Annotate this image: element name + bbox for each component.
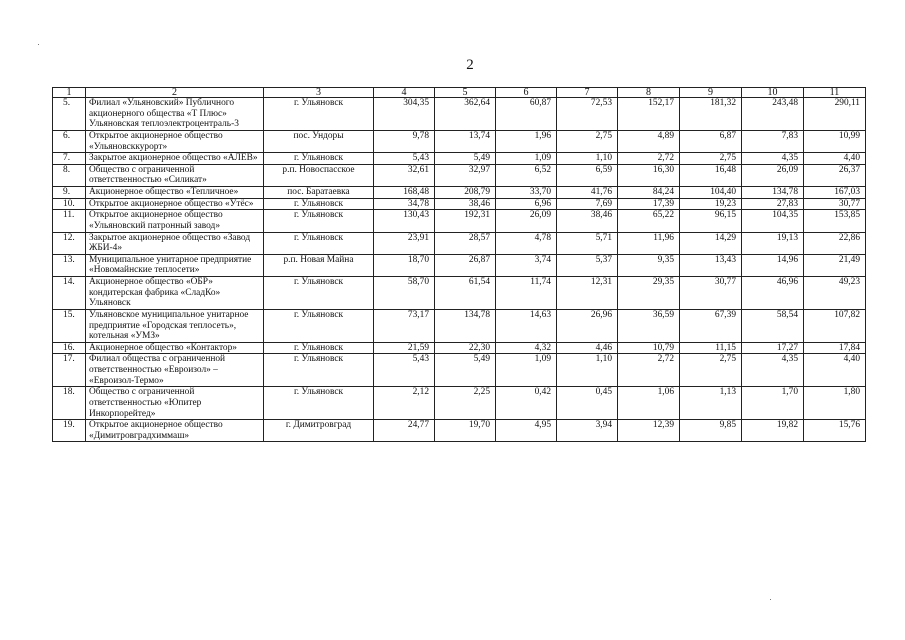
location: г. Ульяновск — [264, 98, 374, 131]
page-number: 2 — [466, 57, 474, 73]
value-cell: 5,43 — [374, 354, 435, 387]
value-cell: 73,17 — [374, 309, 435, 342]
value-cell: 14,96 — [742, 254, 804, 276]
location: г. Ульяновск — [264, 210, 374, 232]
table-row — [53, 153, 866, 165]
table-row — [53, 98, 866, 131]
value-cell: 2,75 — [557, 130, 618, 152]
value-cell: 2,72 — [618, 354, 680, 387]
value-cell: 19,82 — [742, 420, 804, 442]
table-row — [53, 198, 866, 210]
value-cell: 2,12 — [374, 387, 435, 420]
value-cell: 11,15 — [680, 342, 742, 354]
row-number: 6. — [53, 130, 86, 152]
value-cell: 96,15 — [680, 210, 742, 232]
value-cell: 192,31 — [435, 210, 496, 232]
value-cell: 130,43 — [374, 210, 435, 232]
row-number: 17. — [53, 354, 86, 387]
row-number: 14. — [53, 277, 86, 310]
column-header: 2 — [86, 88, 264, 98]
value-cell: 16,30 — [618, 164, 680, 186]
value-cell: 30,77 — [804, 198, 866, 210]
value-cell: 21,59 — [374, 342, 435, 354]
value-cell: 104,40 — [680, 187, 742, 199]
value-cell: 4,35 — [742, 153, 804, 165]
organization-name: Акционерное общество «ОБР» кондитерская фабрика «СладКо» Ульяновск — [86, 277, 264, 310]
value-cell: 4,89 — [618, 130, 680, 152]
value-cell: 208,79 — [435, 187, 496, 199]
value-cell: 1,09 — [496, 354, 557, 387]
value-cell: 5,71 — [557, 232, 618, 254]
value-cell: 46,96 — [742, 277, 804, 310]
organization-name: Акционерное общество «Контактор» — [86, 342, 264, 354]
table-row — [53, 354, 866, 387]
value-cell: 0,42 — [496, 387, 557, 420]
row-number: 13. — [53, 254, 86, 276]
value-cell: 30,77 — [680, 277, 742, 310]
table-row — [53, 387, 866, 420]
organization-name: Общество с ограниченной ответственностью «Юпитер Инкорпорейтед» — [86, 387, 264, 420]
value-cell: 104,35 — [742, 210, 804, 232]
row-number: 7. — [53, 153, 86, 165]
value-cell: 4,35 — [742, 354, 804, 387]
value-cell: 10,99 — [804, 130, 866, 152]
value-cell: 58,70 — [374, 277, 435, 310]
table-row — [53, 420, 866, 442]
value-cell: 15,76 — [804, 420, 866, 442]
value-cell: 16,48 — [680, 164, 742, 186]
value-cell: 58,54 — [742, 309, 804, 342]
value-cell: 4,40 — [804, 153, 866, 165]
value-cell: 32,97 — [435, 164, 496, 186]
organization-name: Муниципальное унитарное предприятие «Новомайнские теплосети» — [86, 254, 264, 276]
value-cell: 65,22 — [618, 210, 680, 232]
value-cell: 32,61 — [374, 164, 435, 186]
row-number: 8. — [53, 164, 86, 186]
value-cell: 167,03 — [804, 187, 866, 199]
organization-name: Открытое акционерное общество «Димитровградхиммаш» — [86, 420, 264, 442]
value-cell: 4,95 — [496, 420, 557, 442]
value-cell: 2,75 — [680, 354, 742, 387]
value-cell: 38,46 — [557, 210, 618, 232]
location: г. Ульяновск — [264, 354, 374, 387]
value-cell: 26,96 — [557, 309, 618, 342]
column-header: 4 — [374, 88, 435, 98]
value-cell: 9,35 — [618, 254, 680, 276]
value-cell: 13,74 — [435, 130, 496, 152]
value-cell: 5,49 — [435, 354, 496, 387]
value-cell: 17,39 — [618, 198, 680, 210]
organization-name: Общество с ограниченной ответственностью «Силикат» — [86, 164, 264, 186]
value-cell: 26,09 — [742, 164, 804, 186]
value-cell: 5,49 — [435, 153, 496, 165]
value-cell: 153,85 — [804, 210, 866, 232]
location: г. Ульяновск — [264, 309, 374, 342]
value-cell: 168,48 — [374, 187, 435, 199]
location: г. Ульяновск — [264, 153, 374, 165]
organization-name: Филиал общества с ограниченной ответственностью «Евроизол» – «Евроизол-Термо» — [86, 354, 264, 387]
row-number: 16. — [53, 342, 86, 354]
value-cell: 3,94 — [557, 420, 618, 442]
column-header: 6 — [496, 88, 557, 98]
location: пос. Баратаевка — [264, 187, 374, 199]
value-cell: 1,10 — [557, 153, 618, 165]
value-cell: 6,87 — [680, 130, 742, 152]
value-cell: 19,23 — [680, 198, 742, 210]
value-cell: 4,46 — [557, 342, 618, 354]
value-cell: 67,39 — [680, 309, 742, 342]
row-number: 18. — [53, 387, 86, 420]
value-cell: 19,13 — [742, 232, 804, 254]
column-number-row — [53, 88, 866, 98]
row-number: 19. — [53, 420, 86, 442]
value-cell: 19,70 — [435, 420, 496, 442]
column-header: 10 — [742, 88, 804, 98]
column-header: 3 — [264, 88, 374, 98]
value-cell: 5,43 — [374, 153, 435, 165]
location: р.п. Новоспасское — [264, 164, 374, 186]
value-cell: 84,24 — [618, 187, 680, 199]
organization-name: Филиал «Ульяновский» Публичного акционерного общества «Т Плюс» Ульяновская теплоэлектроцентраль-3 — [86, 98, 264, 131]
value-cell: 10,79 — [618, 342, 680, 354]
value-cell: 24,77 — [374, 420, 435, 442]
column-header: 9 — [680, 88, 742, 98]
value-cell: 1,06 — [618, 387, 680, 420]
location: г. Ульяновск — [264, 198, 374, 210]
value-cell: 26,09 — [496, 210, 557, 232]
value-cell: 6,59 — [557, 164, 618, 186]
value-cell: 22,30 — [435, 342, 496, 354]
table-row — [53, 232, 866, 254]
value-cell: 5,37 — [557, 254, 618, 276]
value-cell: 14,29 — [680, 232, 742, 254]
value-cell: 107,82 — [804, 309, 866, 342]
value-cell: 28,57 — [435, 232, 496, 254]
value-cell: 2,75 — [680, 153, 742, 165]
location: пос. Ундоры — [264, 130, 374, 152]
organization-name: Закрытое акционерное общество «Завод ЖБИ-4» — [86, 232, 264, 254]
value-cell: 33,70 — [496, 187, 557, 199]
value-cell: 1,09 — [496, 153, 557, 165]
value-cell: 1,13 — [680, 387, 742, 420]
location: г. Димитровград — [264, 420, 374, 442]
value-cell: 12,39 — [618, 420, 680, 442]
organization-name: Акционерное общество «Тепличное» — [86, 187, 264, 199]
value-cell: 181,32 — [680, 98, 742, 131]
value-cell: 60,87 — [496, 98, 557, 131]
value-cell: 1,96 — [496, 130, 557, 152]
value-cell: 134,78 — [742, 187, 804, 199]
value-cell: 61,54 — [435, 277, 496, 310]
value-cell: 11,96 — [618, 232, 680, 254]
data-table — [52, 87, 866, 442]
value-cell: 26,87 — [435, 254, 496, 276]
column-header: 1 — [53, 88, 86, 98]
value-cell: 2,72 — [618, 153, 680, 165]
value-cell: 49,23 — [804, 277, 866, 310]
column-header: 7 — [557, 88, 618, 98]
value-cell: 134,78 — [435, 309, 496, 342]
location: г. Ульяновск — [264, 342, 374, 354]
value-cell: 362,64 — [435, 98, 496, 131]
value-cell: 0,45 — [557, 387, 618, 420]
value-cell: 26,37 — [804, 164, 866, 186]
organization-name: Открытое акционерное общество «Ульяновский патронный завод» — [86, 210, 264, 232]
value-cell: 9,78 — [374, 130, 435, 152]
row-number: 10. — [53, 198, 86, 210]
value-cell: 7,69 — [557, 198, 618, 210]
column-header: 11 — [804, 88, 866, 98]
value-cell: 38,46 — [435, 198, 496, 210]
row-number: 9. — [53, 187, 86, 199]
table-row — [53, 210, 866, 232]
table-row — [53, 277, 866, 310]
table-row — [53, 164, 866, 186]
value-cell: 34,78 — [374, 198, 435, 210]
value-cell: 304,35 — [374, 98, 435, 131]
value-cell: 72,53 — [557, 98, 618, 131]
value-cell: 29,35 — [618, 277, 680, 310]
value-cell: 2,25 — [435, 387, 496, 420]
value-cell: 13,43 — [680, 254, 742, 276]
row-number: 15. — [53, 309, 86, 342]
table-row — [53, 187, 866, 199]
value-cell: 3,74 — [496, 254, 557, 276]
table-row — [53, 254, 866, 276]
value-cell: 36,59 — [618, 309, 680, 342]
value-cell: 4,78 — [496, 232, 557, 254]
location: г. Ульяновск — [264, 232, 374, 254]
column-header: 8 — [618, 88, 680, 98]
value-cell: 9,85 — [680, 420, 742, 442]
value-cell: 243,48 — [742, 98, 804, 131]
value-cell: 4,40 — [804, 354, 866, 387]
value-cell: 152,17 — [618, 98, 680, 131]
organization-name: Ульяновское муниципальное унитарное предприятие «Городская теплосеть», котельная «УМЗ» — [86, 309, 264, 342]
location: г. Ульяновск — [264, 387, 374, 420]
location: р.п. Новая Майна — [264, 254, 374, 276]
value-cell: 6,96 — [496, 198, 557, 210]
location: г. Ульяновск — [264, 277, 374, 310]
value-cell: 41,76 — [557, 187, 618, 199]
row-number: 12. — [53, 232, 86, 254]
value-cell: 21,49 — [804, 254, 866, 276]
organization-name: Закрытое акционерное общество «АЛЕВ» — [86, 153, 264, 165]
value-cell: 1,80 — [804, 387, 866, 420]
value-cell: 290,11 — [804, 98, 866, 131]
value-cell: 12,31 — [557, 277, 618, 310]
value-cell: 11,74 — [496, 277, 557, 310]
table-row — [53, 342, 866, 354]
value-cell: 4,32 — [496, 342, 557, 354]
value-cell: 1,70 — [742, 387, 804, 420]
value-cell: 23,91 — [374, 232, 435, 254]
value-cell: 27,83 — [742, 198, 804, 210]
organization-name: Открытое акционерное общество «Ульяновсккурорт» — [86, 130, 264, 152]
value-cell: 18,70 — [374, 254, 435, 276]
value-cell: 17,27 — [742, 342, 804, 354]
value-cell: 7,83 — [742, 130, 804, 152]
table-row — [53, 309, 866, 342]
value-cell: 14,63 — [496, 309, 557, 342]
value-cell: 1,10 — [557, 354, 618, 387]
row-number: 5. — [53, 98, 86, 131]
table-row — [53, 130, 866, 152]
value-cell: 6,52 — [496, 164, 557, 186]
column-header: 5 — [435, 88, 496, 98]
scan-speck — [38, 44, 39, 45]
scan-speck — [770, 599, 771, 600]
value-cell: 22,86 — [804, 232, 866, 254]
row-number: 11. — [53, 210, 86, 232]
organization-name: Открытое акционерное общество «Утёс» — [86, 198, 264, 210]
value-cell: 17,84 — [804, 342, 866, 354]
